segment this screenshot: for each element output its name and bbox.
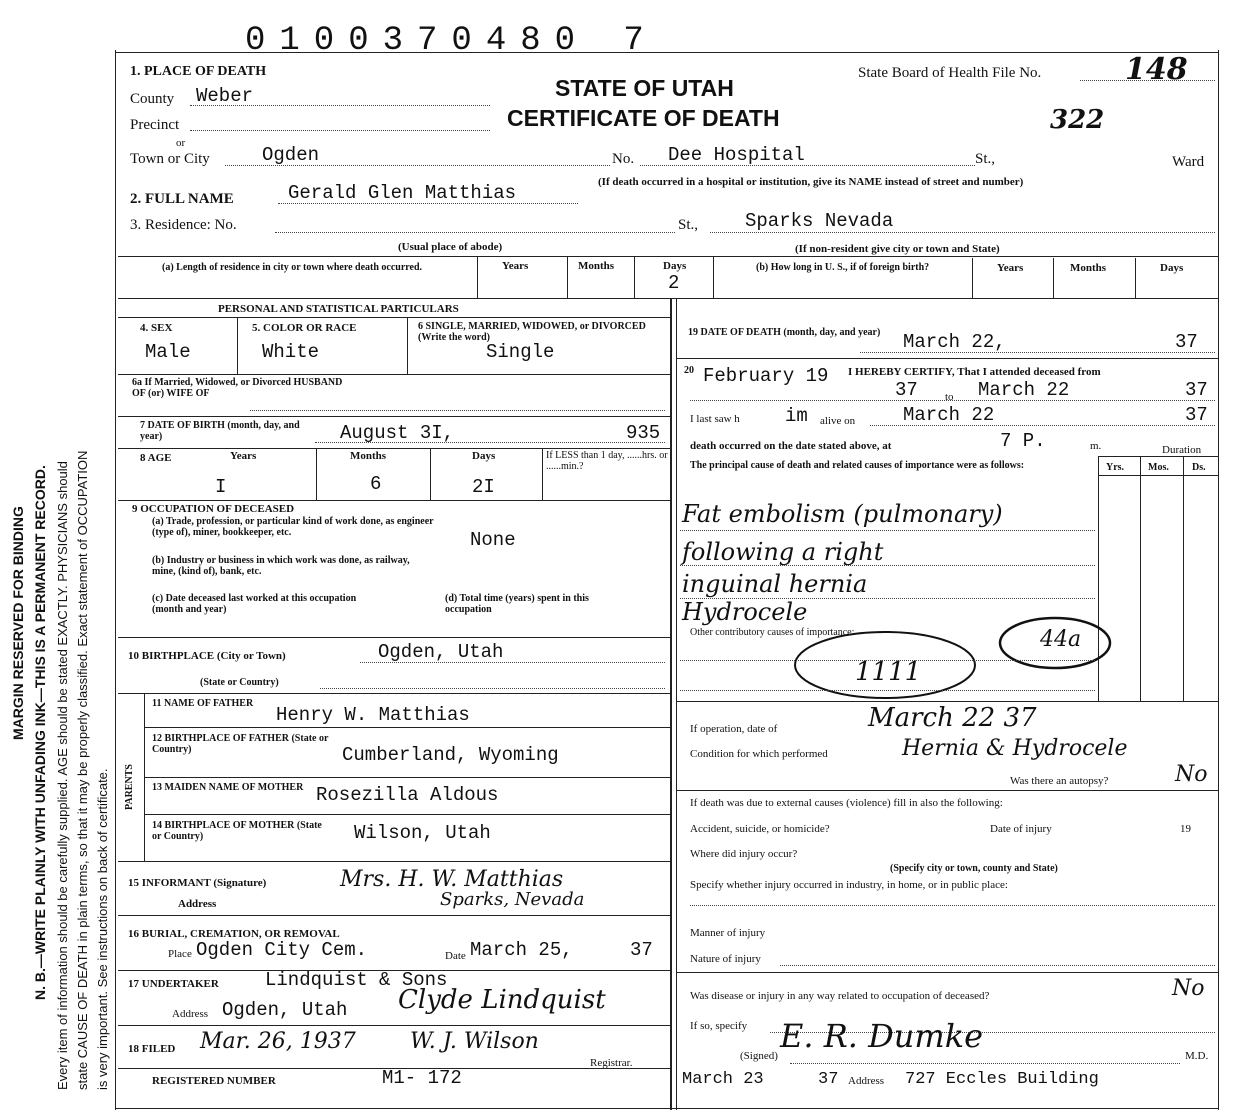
birthplace-label: 10 BIRTHPLACE (City or Town) bbox=[128, 650, 286, 662]
sex-value: Male bbox=[145, 341, 191, 363]
hospital-note: (If death occurred in a hospital or institution, give its NAME instead of street and number) bbox=[598, 176, 1024, 188]
residence-label: 3. Residence: No. bbox=[130, 217, 237, 233]
age-label: 8 AGE bbox=[140, 452, 172, 464]
attended-to: March 22 bbox=[978, 379, 1070, 401]
condition-label: Condition for which performed bbox=[690, 748, 828, 760]
if-so-label: If so, specify bbox=[690, 1020, 748, 1032]
hospital-value: Dee Hospital bbox=[668, 144, 805, 166]
race-label: 5. COLOR OR RACE bbox=[252, 322, 357, 334]
sex-label: 4. SEX bbox=[140, 322, 173, 334]
alive-on-label: alive on bbox=[820, 415, 856, 427]
informant-address: Sparks, Nevada bbox=[440, 889, 585, 910]
md-label: M.D. bbox=[1185, 1050, 1209, 1062]
street-label: St., bbox=[975, 151, 996, 167]
us-days-label: Days bbox=[1160, 262, 1184, 274]
father-value: Henry W. Matthias bbox=[276, 704, 470, 726]
race-value: White bbox=[262, 341, 320, 363]
occupation-d-label: (d) Total time (years) spent in this occupation bbox=[445, 593, 589, 615]
margin-permanent-record-note: N. B.—WRITE PLAINLY WITH UNFADING INK—THIS IS A PERMANENT RECORD. bbox=[32, 465, 48, 1000]
manner-label: Manner of injury bbox=[690, 927, 766, 939]
father-birthplace-label: 12 BIRTHPLACE OF FATHER (State or Country) bbox=[152, 733, 329, 755]
res-months-label: Months bbox=[578, 260, 615, 272]
nature-label: Nature of injury bbox=[690, 953, 761, 965]
full-name-value: Gerald Glen Matthias bbox=[288, 182, 517, 204]
attended-from: February 19 bbox=[703, 365, 829, 387]
injury-date-label: Date of injury bbox=[990, 823, 1052, 835]
res-days-value: 2 bbox=[668, 272, 680, 294]
cause-line-2: following a right bbox=[682, 538, 884, 566]
nonresident-note: (If non-resident give city or town and State) bbox=[795, 243, 1000, 255]
street-no-label: No. bbox=[612, 151, 635, 167]
age-days-value: 2I bbox=[472, 476, 495, 498]
marital-label: 6 SINGLE, MARRIED, WIDOWED, or DIVORCED (Write the word) bbox=[418, 321, 646, 343]
less-than-day-label: If LESS than 1 day, ......hrs. or ......min.? bbox=[546, 450, 668, 472]
county-value: Weber bbox=[196, 85, 254, 107]
registered-number: M1- 172 bbox=[382, 1067, 462, 1089]
margin-instruction-1: Every item of information should be carefully supplied. AGE should be stated EXACTLY. PHYSICIANS should bbox=[55, 461, 70, 1090]
mother-birthplace-label: 14 BIRTHPLACE OF MOTHER (State or Country) bbox=[152, 820, 322, 842]
signed-date: March 23 bbox=[682, 1070, 764, 1089]
filed-value: Mar. 26, 1937 bbox=[200, 1029, 356, 1054]
marital-value: Single bbox=[486, 341, 555, 363]
burial-place-label: Place bbox=[168, 948, 192, 960]
accident-label: Accident, suicide, or homicide? bbox=[690, 823, 830, 835]
cause-label: The principal cause of death and related causes of importance were as follows: bbox=[690, 460, 1025, 471]
age-days-label: Days bbox=[472, 450, 496, 462]
cause-line-1: Fat embolism (pulmonary) bbox=[682, 500, 1003, 528]
burial-label: 16 BURIAL, CREMATION, OR REMOVAL bbox=[128, 928, 340, 940]
mother-value: Rosezilla Aldous bbox=[316, 784, 499, 806]
filed-label: 18 FILED bbox=[128, 1043, 176, 1055]
condition-value: Hernia & Hydrocele bbox=[902, 736, 1128, 761]
place-of-death-heading: 1. PLACE OF DEATH bbox=[130, 64, 267, 79]
ward-label: Ward bbox=[1172, 154, 1205, 170]
injury-where-label: Where did injury occur? bbox=[690, 848, 798, 860]
mother-birthplace-value: Wilson, Utah bbox=[354, 822, 491, 844]
cause-line-3: inguinal hernia bbox=[682, 570, 868, 598]
date-of-death-label: 19 DATE OF DEATH (month, day, and year) bbox=[688, 327, 881, 338]
to-label: to bbox=[945, 391, 954, 403]
attended-to-year: 37 bbox=[1185, 379, 1208, 401]
burial-year: 37 bbox=[630, 939, 653, 961]
us-years-label: Years bbox=[997, 262, 1024, 274]
informant-address-label: Address bbox=[178, 898, 217, 910]
margin-binding-note: MARGIN RESERVED FOR BINDING bbox=[10, 506, 26, 740]
serial-number: 0100370480 7 bbox=[245, 22, 658, 60]
us-residence-label: (b) How long in U. S., if of foreign birth? bbox=[756, 262, 930, 273]
certificate-title: CERTIFICATE OF DEATH bbox=[507, 105, 780, 131]
residence-value: Sparks Nevada bbox=[745, 210, 894, 232]
operation-label: If operation, date of bbox=[690, 723, 778, 735]
town-value: Ogden bbox=[262, 144, 320, 166]
father-birthplace-value: Cumberland, Wyoming bbox=[342, 744, 559, 766]
age-months-label: Months bbox=[350, 450, 387, 462]
dob-value: August 3I, bbox=[340, 422, 455, 444]
undertaker-address-label: Address bbox=[172, 1008, 209, 1020]
dur-yrs-label: Yrs. bbox=[1106, 462, 1125, 473]
personal-heading: PERSONAL AND STATISTICAL PARTICULARS bbox=[218, 303, 459, 315]
external-causes-label: If death was due to external causes (violence) fill in also the following: bbox=[690, 797, 1003, 809]
or-label: or bbox=[176, 137, 186, 149]
birthplace-state-label: (State or Country) bbox=[200, 677, 279, 688]
autopsy-value: No bbox=[1175, 762, 1208, 787]
spouse-label: 6a If Married, Widowed, or Divorced HUSBAND OF (or) WIFE OF bbox=[132, 377, 343, 399]
parents-label: PARENTS bbox=[124, 764, 135, 810]
signed-label: (Signed) bbox=[740, 1050, 778, 1062]
death-occurred-label: death occurred on the date stated above, at bbox=[690, 440, 892, 452]
undertaker-value: Lindquist & Sons bbox=[265, 969, 448, 991]
physician-address-label: Address bbox=[848, 1075, 885, 1087]
burial-date-value: March 25, bbox=[470, 939, 573, 961]
injury-where-note: (Specify city or town, county and State) bbox=[890, 863, 1058, 874]
registrar-signature: W. J. Wilson bbox=[410, 1029, 539, 1054]
file-no: 148 bbox=[1125, 52, 1188, 87]
physician-signature: E. R. Dumke bbox=[780, 1017, 984, 1055]
county-label: County bbox=[130, 91, 175, 107]
last-saw-label: I last saw h bbox=[690, 413, 740, 425]
autopsy-label: Was there an autopsy? bbox=[1010, 775, 1109, 787]
town-label: Town or City bbox=[130, 151, 210, 167]
age-months-value: 6 bbox=[370, 473, 382, 495]
stamp-number: 322 bbox=[1050, 105, 1105, 135]
certify-number: 20 bbox=[684, 365, 694, 376]
signed-year: 37 bbox=[818, 1070, 839, 1089]
res-days-label: Days bbox=[663, 260, 687, 272]
precinct-label: Precinct bbox=[130, 117, 180, 133]
age-years-label: Years bbox=[230, 450, 257, 462]
res-years-label: Years bbox=[502, 260, 529, 272]
undertaker-signature: Clyde Lindquist bbox=[398, 985, 606, 1015]
abode-note: (Usual place of abode) bbox=[398, 241, 503, 253]
duration-label: Duration bbox=[1162, 444, 1202, 456]
death-time: 7 P. bbox=[1000, 430, 1046, 452]
related-value: No bbox=[1172, 976, 1205, 1001]
attended-from-year: 37 bbox=[895, 379, 918, 401]
cause-line-4: Hydrocele bbox=[682, 598, 808, 626]
informant-label: 15 INFORMANT (Signature) bbox=[128, 877, 267, 889]
undertaker-label: 17 UNDERTAKER bbox=[128, 978, 219, 990]
certify-text: I HEREBY CERTIFY, That I attended deceased from bbox=[848, 366, 1101, 378]
date-of-death-year: 37 bbox=[1175, 331, 1198, 353]
us-months-label: Months bbox=[1070, 262, 1107, 274]
related-label: Was disease or injury in any way related to occupation of deceased? bbox=[690, 990, 990, 1002]
residence-st-label: St., bbox=[678, 217, 699, 233]
last-saw-date: March 22 bbox=[903, 404, 995, 426]
birthplace-value: Ogden, Utah bbox=[378, 641, 504, 663]
father-label: 11 NAME OF FATHER bbox=[152, 698, 254, 709]
occupation-b-label: (b) Industry or business in which work was done, as railway, mine, (kind of), bank, etc. bbox=[152, 555, 410, 577]
occupation-a-label: (a) Trade, profession, or particular kind of work done, as engineer (type of), miner, bookkeeper, etc. bbox=[152, 516, 434, 538]
occupation-heading: 9 OCCUPATION OF DECEASED bbox=[132, 503, 295, 515]
age-years-value: I bbox=[215, 476, 227, 498]
full-name-label: 2. FULL NAME bbox=[130, 191, 234, 207]
mother-label: 13 MAIDEN NAME OF MOTHER bbox=[152, 782, 304, 793]
margin-instruction-3: is very important. See instructions on back of certificate. bbox=[95, 768, 110, 1090]
informant-signature: Mrs. H. W. Matthias bbox=[340, 867, 564, 892]
file-no-label: State Board of Health File No. bbox=[858, 65, 1042, 81]
dob-label: 7 DATE OF BIRTH (month, day, and year) bbox=[140, 420, 300, 442]
occupation-c-label: (c) Date deceased last worked at this occupation (month and year) bbox=[152, 593, 357, 615]
undertaker-address: Ogden, Utah bbox=[222, 999, 348, 1021]
injury-specify-label: Specify whether injury occurred in industry, in home, or in public place: bbox=[690, 879, 1008, 891]
m-label: m. bbox=[1090, 440, 1102, 452]
contributory-mark: 1111 bbox=[855, 657, 922, 687]
registered-number-label: REGISTERED NUMBER bbox=[152, 1075, 276, 1087]
dur-ds-label: Ds. bbox=[1192, 462, 1206, 473]
burial-place-value: Ogden City Cem. bbox=[196, 939, 368, 961]
operation-date: March 22 37 bbox=[868, 703, 1037, 733]
last-saw-year: 37 bbox=[1185, 404, 1208, 426]
classification-code: 44a bbox=[1040, 627, 1082, 652]
burial-date-label: Date bbox=[445, 950, 466, 962]
registrar-label: Registrar. bbox=[590, 1057, 633, 1069]
contributory-label: Other contributory causes of importance: bbox=[690, 627, 855, 638]
length-residence-label: (a) Length of residence in city or town where death occurred. bbox=[162, 262, 423, 273]
physician-address: 727 Eccles Building bbox=[905, 1070, 1099, 1089]
last-saw-him: im bbox=[785, 405, 808, 427]
dob-year: 935 bbox=[626, 422, 661, 444]
occupation-value: None bbox=[470, 529, 516, 551]
margin-instruction-2: state CAUSE OF DEATH in plain terms, so that it may be properly classified. Exact statement of OCCUPATION bbox=[75, 450, 90, 1090]
injury-year-label: 19 bbox=[1180, 823, 1191, 835]
dur-mos-label: Mos. bbox=[1148, 462, 1169, 473]
date-of-death-value: March 22, bbox=[903, 331, 1006, 353]
state-title: STATE OF UTAH bbox=[555, 75, 734, 101]
